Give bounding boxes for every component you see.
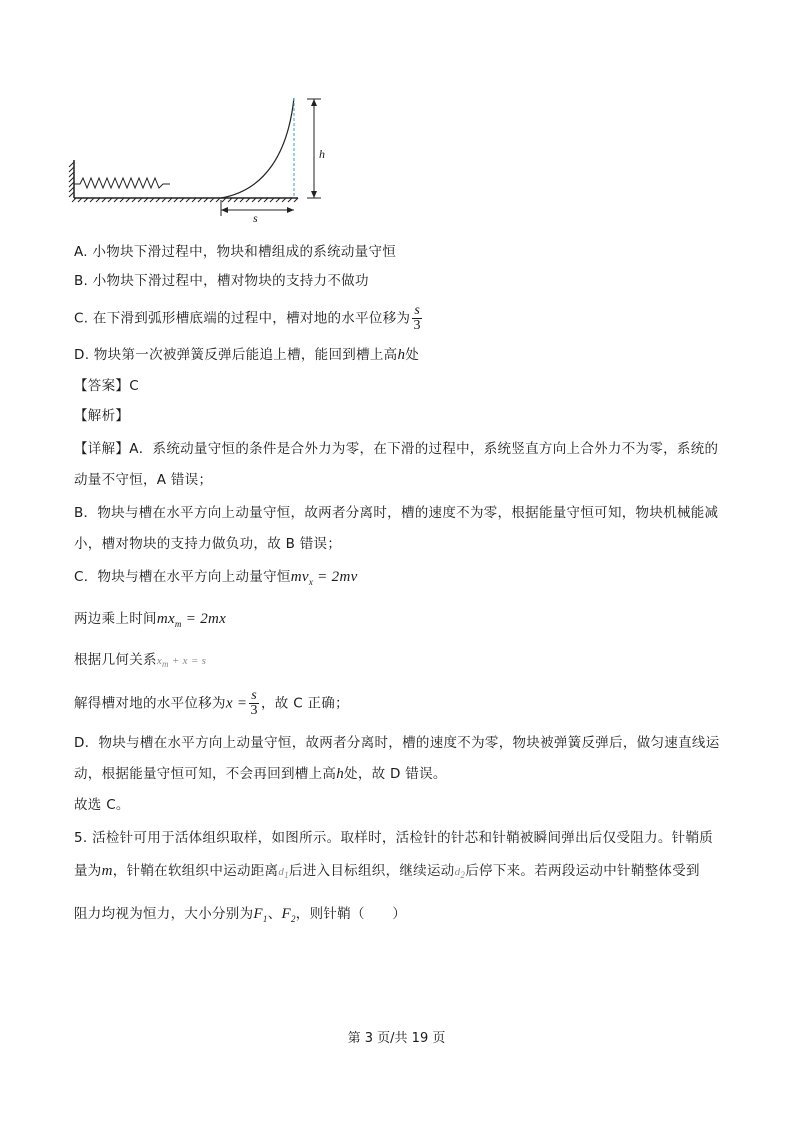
option-b: B. 小物块下滑过程中，槽对物块的支持力不做功 bbox=[74, 273, 369, 289]
q5-line1: 5. 活检针可用于活体组织取样，如图所示。取样时，活检针的针芯和针鞘被瞬间弹出后仅受阻力。针鞘质 bbox=[74, 830, 714, 846]
detail-c-geometry: 根据几何关系$x_m + x = s$ bbox=[74, 652, 207, 670]
s-arrow-left bbox=[221, 207, 228, 213]
choose-answer: 故选 C。 bbox=[74, 797, 130, 813]
geometry-equation: $x_m + x = s$ bbox=[156, 655, 207, 670]
answer-value: C bbox=[129, 378, 139, 394]
h-arrow-bottom bbox=[311, 191, 317, 198]
s-arrow-right bbox=[287, 207, 294, 213]
option-c-text: C. 在下滑到弧形槽底端的过程中，槽对地的水平位移为 bbox=[74, 310, 411, 327]
answer-label: 【答案】 bbox=[74, 378, 130, 394]
detail-d-line2: 动，根据能量守恒可知，不会再回到槽上高h处，故 D 错误。 bbox=[74, 766, 447, 782]
answer bbox=[74, 377, 139, 395]
h-label: h bbox=[319, 147, 325, 161]
q5-line2: 量为m，针鞘在软组织中运动距离$d_1$后进入目标组织，继续运动$d_2$后停下来。若两段运动中针鞘整体受到 bbox=[74, 863, 700, 881]
spring bbox=[74, 178, 170, 188]
option-d: D. 物块第一次被弹簧反弹后能追上槽，能回到槽上高h处 bbox=[74, 347, 420, 363]
momentum-equation: $mv_x = 2mv$ bbox=[290, 569, 358, 587]
q5-line3: 阻力均视为恒力，大小分别为$F_1$、$F_2$，则针鞘（ ） bbox=[74, 906, 407, 924]
page-footer: 第 3 页/共 19 页 bbox=[347, 1031, 446, 1046]
slide-spring-diagram bbox=[66, 92, 336, 222]
detail-b-line2: 小，槽对物块的支持力做负功，故 B 错误； bbox=[74, 536, 342, 552]
detail-c-momentum: C．物块与槽在水平方向上动量守恒$mv_x = 2mv$ bbox=[74, 569, 358, 587]
s-label: s bbox=[253, 211, 258, 222]
detail-c-time: 两边乘上时间$mx_m = 2mx$ bbox=[74, 611, 227, 629]
slot-curve bbox=[221, 98, 294, 198]
option-a: A. 小物块下滑过程中，物块和槽组成的系统动量守恒 bbox=[74, 244, 397, 260]
result-fraction: $\frac{s}{3}$ bbox=[250, 688, 258, 718]
analysis-label: 【解析】 bbox=[74, 408, 130, 424]
displacement-equation: $mx_m = 2mx$ bbox=[156, 611, 227, 629]
h-arrow-top bbox=[311, 99, 317, 106]
option-c-fraction: $\frac{s}{3}$ bbox=[413, 303, 421, 333]
option-c bbox=[74, 304, 424, 333]
detail-a-line2: 动量不守恒，A 错误； bbox=[74, 472, 213, 488]
detail-c-result: 解得槽对地的水平位移为x = $\frac{s}{3}$ ，故 C 正确； bbox=[74, 688, 349, 718]
detail-a-line1: 【详解】A．系统动量守恒的条件是合外力为零，在下滑的过程中，系统竖直方向上合外力不为零，系统的 bbox=[74, 441, 719, 457]
detail-d-line1: D．物块与槽在水平方向上动量守恒，故两者分离时，槽的速度不为零，物块被弹簧反弹后，做匀速直线运 bbox=[74, 735, 720, 751]
detail-b-line1: B．物块与槽在水平方向上动量守恒，故两者分离时，槽的速度不为零，根据能量守恒可知，物块机械能减 bbox=[74, 505, 719, 521]
